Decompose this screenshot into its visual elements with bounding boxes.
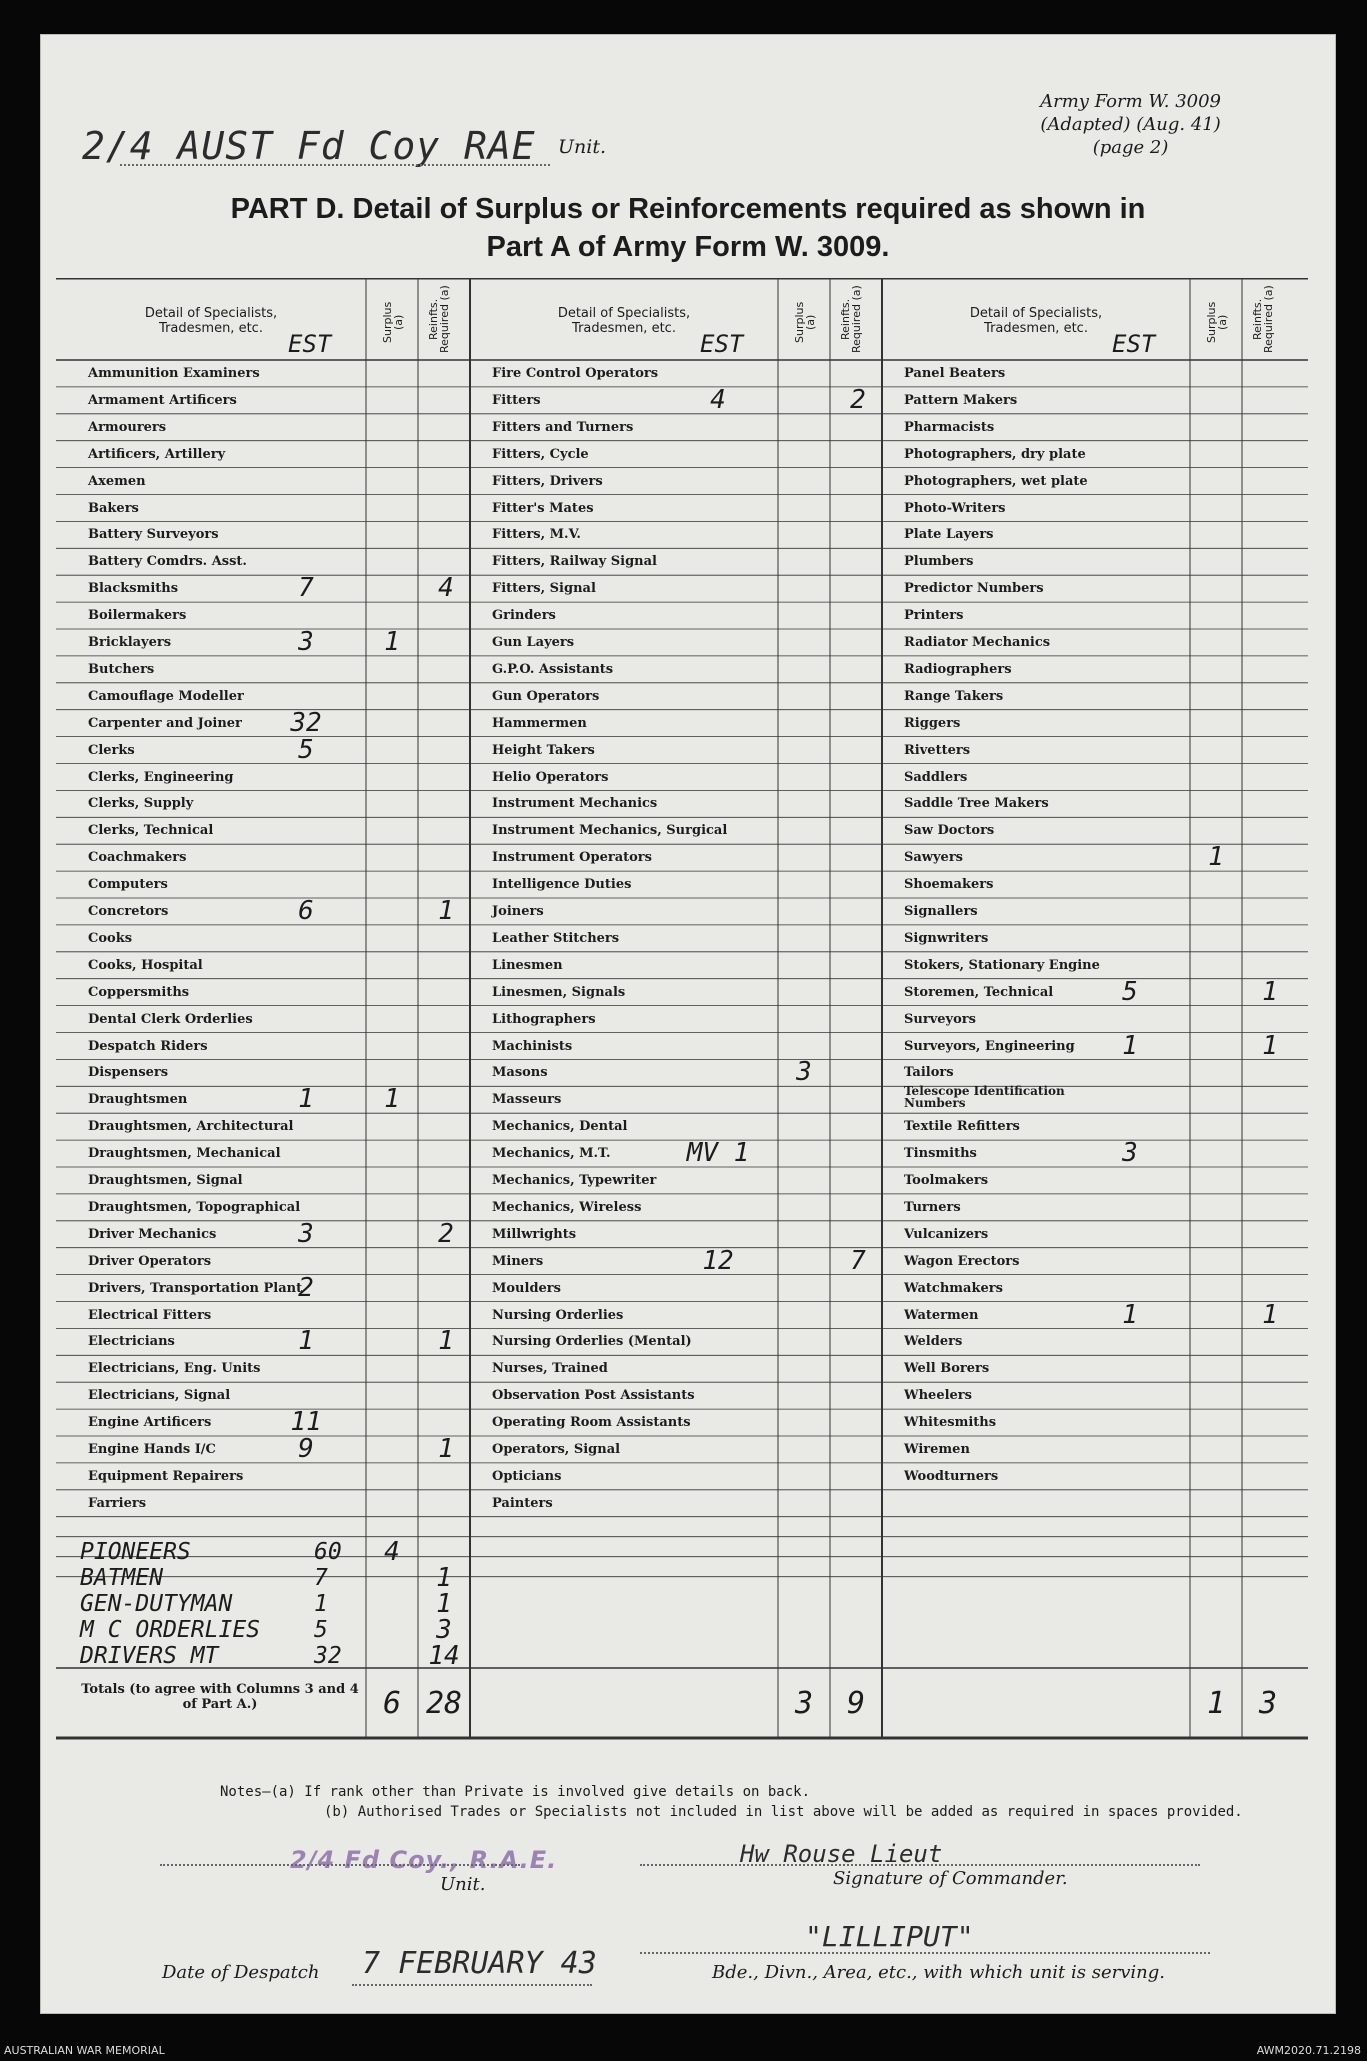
row-label-1-20: Joiners [492,904,544,919]
row-label-0-19: Computers [88,877,168,893]
row-label-0-9: Boilermakers [88,608,187,624]
row-label-1-15: Helio Operators [492,769,609,785]
row-label-2-8: Predictor Numbers [904,581,1044,597]
row-label-2-2: Pharmacists [904,419,995,435]
row-label-2-33: Wagon Erectors [904,1253,1020,1269]
row-label-1-7: Fitters, Railway Signal [492,554,657,570]
row-label-2-23: Storemen, Technical [904,984,1054,1000]
row-label-2-13: Riggers [904,715,961,731]
header-detail-label: Detail of Specialists, Tradesmen, etc. [969,306,1103,336]
row-label-1-40: Operators, Signal [492,1442,621,1457]
extra-est-4: 32 [314,1642,342,1669]
unit-dotted-line [120,164,550,166]
row-reinfts-0-20: 1 [438,896,454,926]
title-line1: PART D. Detail of Surplus or Reinforcements required as shown in [230,193,1146,225]
row-label-2-14: Rivetters [904,742,971,758]
row-label-1-42: Painters [492,1495,553,1511]
row-label-2-12: Range Takers [904,688,1004,704]
row-surplus-1-26: 3 [796,1057,812,1088]
row-label-0-8: Blacksmiths [88,581,179,597]
extra-label-1: BATMEN [80,1564,164,1591]
row-label-0-5: Bakers [88,500,139,516]
row-label-0-41: Equipment Repairers [88,1468,244,1484]
row-label-0-27: Draughtsmen [88,1092,188,1108]
row-label-0-31: Draughtsmen, Topographical [88,1199,301,1215]
unit-stamp: 2/4 Fd Coy., R.A.E. [290,1846,558,1874]
row-label-1-16: Instrument Mechanics [492,796,658,812]
row-est-0-36: 1 [298,1326,314,1357]
row-surplus-0-27: 1 [384,1084,400,1115]
row-label-1-6: Fitters, M.V. [492,527,581,543]
row-label-2-16: Saddle Tree Makers [904,796,1049,812]
row-label-1-27: Masseurs [492,1092,562,1108]
row-label-0-3: Artificers, Artillery [88,446,226,462]
header-surplus-label: Surplus (a) [1205,301,1229,343]
row-label-2-31: Turners [904,1199,961,1215]
row-surplus-0-10: 1 [384,627,400,657]
row-est-2-23: 5 [1122,976,1138,1007]
row-label-0-20: Concretors [88,904,169,919]
row-est-0-34: 2 [298,1272,314,1303]
row-label-0-4: Axemen [88,473,146,489]
row-est-1-1: 4 [710,384,726,415]
row-label-2-28: Textile Refitters [904,1119,1020,1135]
row-label-1-21: Leather Stitchers [492,930,620,946]
row-est-0-20: 6 [298,896,314,926]
totals-reinfts-1: 9 [846,1686,866,1721]
row-label-1-30: Mechanics, Typewriter [492,1173,657,1188]
header-est-annotation: EST [288,330,332,358]
row-label-1-12: Gun Operators [492,688,600,704]
row-label-2-1: Pattern Makers [904,392,1018,408]
row-label-2-38: Wheelers [904,1388,972,1404]
extra-label-4: DRIVERS MT [80,1642,219,1669]
row-reinfts-2-23: 1 [1262,976,1278,1007]
row-label-1-23: Linesmen, Signals [492,984,626,1000]
row-label-0-6: Battery Surveyors [88,527,219,543]
row-est-1-33: 12 [702,1245,734,1276]
footer-credit: AUSTRALIAN WAR MEMORIAL [4,2044,165,2057]
header-reinfts-label: Reinfts. Required (a) [427,285,451,353]
row-reinfts-1-1: 2 [850,384,866,415]
row-label-2-25: Surveyors, Engineering [904,1038,1075,1054]
row-label-2-34: Watchmakers [904,1280,1003,1296]
row-label-2-11: Radiographers [904,661,1012,677]
row-label-0-35: Electrical Fitters [88,1307,212,1323]
form-ref-line2: (Adapted) (Aug. 41) [1040,114,1221,135]
row-label-0-38: Electricians, Signal [88,1388,231,1404]
extra-est-3: 5 [314,1616,328,1643]
row-label-0-12: Camouflage Modeller [88,688,244,704]
row-label-1-41: Opticians [492,1468,562,1484]
row-label-1-29: Mechanics, M.T. [492,1146,611,1162]
row-label-2-19: Shoemakers [904,877,994,893]
row-label-0-39: Engine Artificers [88,1415,212,1431]
row-label-1-22: Linesmen [492,957,563,973]
extra-est-1: 7 [314,1564,328,1591]
header-detail-label: Detail of Specialists, Tradesmen, etc. [557,306,691,336]
row-label-2-5: Photo-Writers [904,500,1006,516]
row-est-0-39: 11 [290,1407,322,1438]
row-label-0-28: Draughtsmen, Architectural [88,1119,294,1135]
header-detail-label: Detail of Specialists, Tradesmen, etc. [144,306,278,336]
row-label-2-24: Surveyors [904,1011,976,1027]
row-label-0-14: Clerks [88,742,135,758]
row-label-0-36: Electricians [88,1334,175,1350]
row-label-0-17: Clerks, Technical [88,823,214,839]
header-surplus-label: Surplus (a) [381,301,405,343]
row-reinfts-0-8: 4 [438,573,454,604]
extra-reinfts-2: 1 [436,1588,452,1619]
row-label-2-10: Radiator Mechanics [904,635,1051,650]
row-est-0-40: 9 [298,1434,314,1464]
extra-reinfts-4: 14 [428,1640,460,1671]
row-label-1-25: Machinists [492,1038,573,1054]
note-a: Notes—(a) If rank other than Private is involved give details on back. [220,1784,811,1800]
row-label-1-18: Instrument Operators [492,850,652,866]
totals-surplus-2: 1 [1206,1686,1226,1721]
row-label-2-29: Tinsmiths [904,1146,977,1162]
row-label-1-28: Mechanics, Dental [492,1119,628,1135]
extra-reinfts-3: 3 [436,1614,452,1645]
totals-surplus-1: 3 [794,1686,814,1721]
row-label-2-39: Whitesmiths [904,1415,997,1431]
row-label-0-18: Coachmakers [88,850,187,866]
row-label-1-39: Operating Room Assistants [492,1415,691,1431]
extra-est-0: 60 [314,1538,342,1565]
form-ref-line3: (page 2) [1092,137,1169,158]
row-label-2-36: Welders [904,1334,963,1350]
row-label-1-33: Miners [492,1253,544,1269]
row-label-2-32: Vulcanizers [904,1226,989,1242]
row-label-0-23: Coppersmiths [88,984,190,1000]
row-label-0-32: Driver Mechanics [88,1226,217,1242]
row-reinfts-0-32: 2 [438,1218,454,1249]
serving-label: Bde., Divn., Area, etc., with which unit is serving. [712,1962,1165,1983]
totals-label: Totals (to agree with Columns 3 and 4 of Part A.) [81,1682,359,1712]
unit-handwritten: 2/4 AUST Fd Coy RAE [82,124,536,168]
row-surplus-2-18: 1 [1208,842,1224,873]
unit-sig-line [160,1864,520,1866]
row-reinfts-0-36: 1 [438,1326,454,1357]
extra-est-2: 1 [314,1590,328,1617]
row-est-0-10: 3 [298,627,314,657]
notes [220,1782,1243,1822]
row-est-1-29: MV 1 [686,1138,750,1169]
row-label-1-3: Fitters, Cycle [492,446,589,462]
header-reinfts-label: Reinfts. Required (a) [1251,285,1275,353]
row-label-0-0: Ammunition Examiners [88,366,260,381]
row-label-2-41: Woodturners [904,1468,999,1484]
row-est-0-8: 7 [298,573,314,604]
row-label-2-17: Saw Doctors [904,823,995,839]
row-label-0-25: Despatch Riders [88,1038,208,1054]
row-label-0-21: Cooks [88,930,133,946]
despatch-label: Date of Despatch [162,1962,320,1983]
row-label-0-13: Carpenter and Joiner [88,715,242,731]
row-label-2-18: Sawyers [904,850,963,866]
row-label-2-27: Telescope Identification Numbers [904,1084,1065,1111]
form-ref-line1: Army Form W. 3009 [1040,91,1221,112]
row-label-1-35: Nursing Orderlies [492,1307,624,1323]
commander-sig-label: Signature of Commander. [833,1868,1068,1889]
footer-accession: AWM2020.71.2198 [1256,2044,1361,2057]
row-label-2-6: Plate Layers [904,527,994,543]
row-est-2-35: 1 [1122,1299,1138,1330]
row-label-1-10: Gun Layers [492,635,575,650]
row-label-1-38: Observation Post Assistants [492,1388,695,1404]
row-label-0-30: Draughtsmen, Signal [88,1173,243,1188]
row-label-2-9: Printers [904,608,964,624]
row-label-2-20: Signallers [904,904,978,919]
row-est-2-25: 1 [1122,1030,1138,1061]
header-reinfts-label: Reinfts. Required (a) [839,285,863,353]
despatch-date: 7 FEBRUARY 43 [362,1946,597,1981]
unit-label: Unit. [558,136,607,158]
row-label-1-4: Fitters, Drivers [492,473,603,489]
row-label-0-42: Farriers [88,1495,147,1511]
serving-line [640,1952,1210,1954]
row-label-1-0: Fire Control Operators [492,366,659,381]
row-label-0-2: Armourers [88,419,167,435]
row-label-0-29: Draughtsmen, Mechanical [88,1146,281,1162]
row-label-0-34: Drivers, Transportation Plant [88,1280,303,1296]
extra-label-0: PIONEERS [80,1538,191,1565]
specialists-table [56,278,1308,1786]
row-label-2-21: Signwriters [904,930,989,946]
row-label-1-19: Intelligence Duties [492,877,632,893]
row-label-1-9: Grinders [492,608,556,624]
row-reinfts-2-25: 1 [1262,1030,1278,1061]
form-page [40,34,1336,2014]
commander-signature: Hw Rouse Lieut [740,1840,943,1868]
row-label-0-37: Electricians, Eng. Units [88,1361,261,1377]
row-label-1-11: G.P.O. Assistants [492,661,614,677]
row-label-2-40: Wiremen [904,1442,970,1457]
row-label-2-7: Plumbers [904,554,974,570]
row-label-0-11: Butchers [88,661,155,677]
row-reinfts-2-35: 1 [1262,1299,1278,1330]
row-label-0-33: Driver Operators [88,1253,212,1269]
row-label-0-22: Cooks, Hospital [88,957,203,973]
row-label-0-40: Engine Hands I/C [88,1442,216,1457]
row-label-1-1: Fitters [492,392,541,408]
extra-label-2: GEN-DUTYMAN [80,1590,233,1617]
row-label-1-31: Mechanics, Wireless [492,1199,642,1215]
unit-sig-label: Unit. [440,1874,486,1895]
row-label-1-36: Nursing Orderlies (Mental) [492,1334,692,1350]
row-label-0-10: Bricklayers [88,635,172,650]
note-b: (b) Authorised Trades or Specialists not included in list above will be added as required in spaces provided. [324,1804,1243,1820]
row-label-2-37: Well Borers [904,1361,990,1377]
row-label-1-24: Lithographers [492,1011,596,1027]
page-title [40,190,1336,266]
row-est-2-29: 3 [1122,1138,1138,1169]
row-label-1-8: Fitters, Signal [492,581,596,597]
row-label-2-0: Panel Beaters [904,366,1006,381]
row-label-0-7: Battery Comdrs. Asst. [88,554,247,570]
header-est-annotation: EST [1112,330,1156,358]
row-label-1-37: Nurses, Trained [492,1361,608,1377]
row-est-0-32: 3 [298,1218,314,1249]
row-label-1-17: Instrument Mechanics, Surgical [492,823,728,839]
row-label-0-15: Clerks, Engineering [88,769,234,785]
row-label-2-22: Stokers, Stationary Engine [904,957,1100,973]
row-label-1-34: Moulders [492,1280,561,1296]
row-label-2-4: Photographers, wet plate [904,473,1088,489]
serving-with-value: "LILLIPUT" [805,1920,974,1953]
row-label-0-26: Dispensers [88,1065,169,1081]
header-est-annotation: EST [700,330,744,358]
row-label-2-30: Toolmakers [904,1173,989,1188]
row-reinfts-0-40: 1 [438,1434,454,1464]
extra-surplus-0: 4 [384,1536,400,1567]
row-est-0-13: 32 [290,707,322,738]
unit-field [82,124,542,168]
row-label-2-35: Watermen [904,1307,979,1323]
row-label-0-16: Clerks, Supply [88,796,194,812]
row-reinfts-1-33: 7 [850,1245,866,1276]
row-est-0-14: 5 [298,734,314,765]
row-label-1-2: Fitters and Turners [492,419,634,435]
row-label-2-15: Saddlers [904,769,968,785]
row-label-2-26: Tailors [904,1065,954,1081]
extra-label-3: M C ORDERLIES [80,1616,261,1643]
row-label-1-13: Hammermen [492,715,587,731]
row-label-1-5: Fitter's Mates [492,500,594,516]
despatch-line [352,1984,592,1986]
totals-surplus-0: 6 [382,1686,402,1721]
header-surplus-label: Surplus (a) [793,301,817,343]
form-reference [1040,90,1221,159]
row-label-0-24: Dental Clerk Orderlies [88,1011,253,1027]
commander-sig-line [640,1864,1200,1866]
totals-reinfts-2: 3 [1258,1686,1278,1721]
title-line2: Part A of Army Form W. 3009. [486,231,890,263]
row-label-0-1: Armament Artificers [88,392,237,408]
row-label-1-32: Millwrights [492,1226,577,1242]
row-label-1-14: Height Takers [492,742,595,758]
row-label-1-26: Masons [492,1065,548,1081]
row-label-2-3: Photographers, dry plate [904,446,1086,462]
extra-reinfts-1: 1 [436,1562,452,1593]
totals-reinfts-0: 28 [425,1686,463,1721]
row-est-0-27: 1 [298,1084,314,1115]
